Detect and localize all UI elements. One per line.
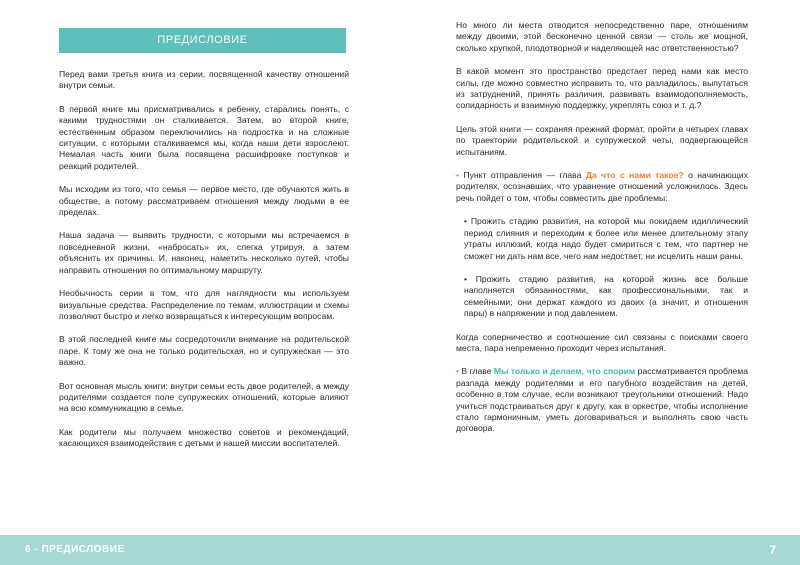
text-segment: о начинающих родителях, осознавших, что уравнение отношений усложнилось. Здесь речь пойдет о том, чтобы совместить две проблемы: xyxy=(456,170,749,203)
paragraph: Перед вами третья книга из серии, посвященной качеству отношений внутри семьи. xyxy=(59,69,349,91)
footer-page-label: 6 - ПРЕДИСЛОВИЕ xyxy=(25,544,125,555)
text-segment: В главе xyxy=(461,366,492,377)
sub-list-item: • Прожить стадию развития, на которой мы покидаем идиллический период слияния и переходим к более или менее длительному этапу утраты иллюзий, когда надо будет смириться с тем, что партнер не сможет ни дать нам все, чего нам недостает, ни исцелить наши раны. xyxy=(464,216,748,261)
paragraph: Необычность серии в том, что для наглядности мы используем визуальные средства. Распределение по темам, иллюстрации и схемы позволяют быстро и легко возвращаться к интересующим вопросам. xyxy=(59,288,349,321)
section-heading: ПРЕДИСЛОВИЕ xyxy=(59,28,346,53)
paragraph: Наша задача — выявить трудности, с которыми мы встречаемся в повседневной жизни, «набросать» их, слегка утрируя, а затем объяснить их причины. И, наконец, наметить несколько путей, чтобы направить отношения по оптимальному маршруту. xyxy=(59,230,349,275)
text-segment: рассматривается проблема разлада между родителями и его пагубного воздействия на детей, особенно в том случае, если возникают треугольники отношений. Надо учиться подстраиваться друг к другу, как в оркестре, чтобы исполнение стало гармоничным, уметь договариваться и выполнять свою часть договора. xyxy=(456,366,748,434)
text-segment: Пункт отправления — глава xyxy=(463,170,582,181)
chapter-title-highlight: Мы только и делаем, что спорим xyxy=(493,366,636,377)
footer-bar xyxy=(0,535,800,565)
paragraph: Но много ли места отводится непосредственно паре, отношениям между двоими, этой бесконечно ценной связи — столь же мощной, сколько хрупкой, плодотворной и наделяющей нас ответственностью? xyxy=(456,20,748,53)
bullet-icon: • xyxy=(456,366,460,377)
paragraph: Цель этой книги — сохраняя прежний формат, пройти в четырех главах по траектории родительской и супружеской четы, подвергающейся испытаниям. xyxy=(456,123,748,157)
chapter-paragraph xyxy=(456,170,748,204)
paragraph: В первой книге мы присматривались к ребенку, старались понять, с какими трудностями он сталкивается. Затем, во второй книге, естественным образом переключились на подростка и на сложные ситуации, с которыми сталкиваемся мы, когда наши дети взрослеют. Немалая часть книги была посвящена расшифровке поступков и реакций родителей. xyxy=(59,103,349,171)
paragraph: Как родители мы получаем множество советов и рекомендаций, касающихся взаимодействия с детьми и нашей миссии воспитателей. xyxy=(59,426,349,449)
paragraph: В этой последней книге мы сосредоточили внимание на родительской паре. К тому же она не только родительская, но и супружеская — это важно. xyxy=(59,334,349,368)
chapter-paragraph xyxy=(456,366,748,434)
paragraph: В какой момент это пространство предстает перед нами как место силы, где можно совместно исправить то, что разладилось, выпутаться из затруднений, принять различия, развивать взаимодополняемость, солидарность и взаимную поддержку, укреплять союз и т. д.? xyxy=(456,66,748,111)
bullet-icon: • xyxy=(456,170,460,181)
paragraph: Когда соперничество и соотношение сил связаны с поисками своего места, пара непременно проходит через испытания. xyxy=(456,331,748,353)
footer-page-number: 7 xyxy=(769,543,776,557)
paragraph: Вот основная мысль книги: внутри семьи есть двое родителей, а между родителями создается поле супружеских отношений, которые влияют на всю коммуникацию в семье. xyxy=(59,380,349,414)
chapter-title-highlight: Да что с нами такое? xyxy=(585,170,684,181)
right-page xyxy=(400,0,800,565)
paragraph: Мы исходим из того, что семья — первое место, где обучаются жить в обществе, а потому рассматриваем отношения между людьми в ее пределах. xyxy=(59,184,349,218)
sub-list-item: • Прожить стадию развития, на которой жизнь все больше наполняется обязанностями, как профессиональными, так и семейными; они держат каждого из двоих (а значит, и отношения пары) в напряжении и под давлением. xyxy=(464,273,748,319)
left-text-column xyxy=(59,69,349,462)
right-text-column xyxy=(456,20,748,447)
